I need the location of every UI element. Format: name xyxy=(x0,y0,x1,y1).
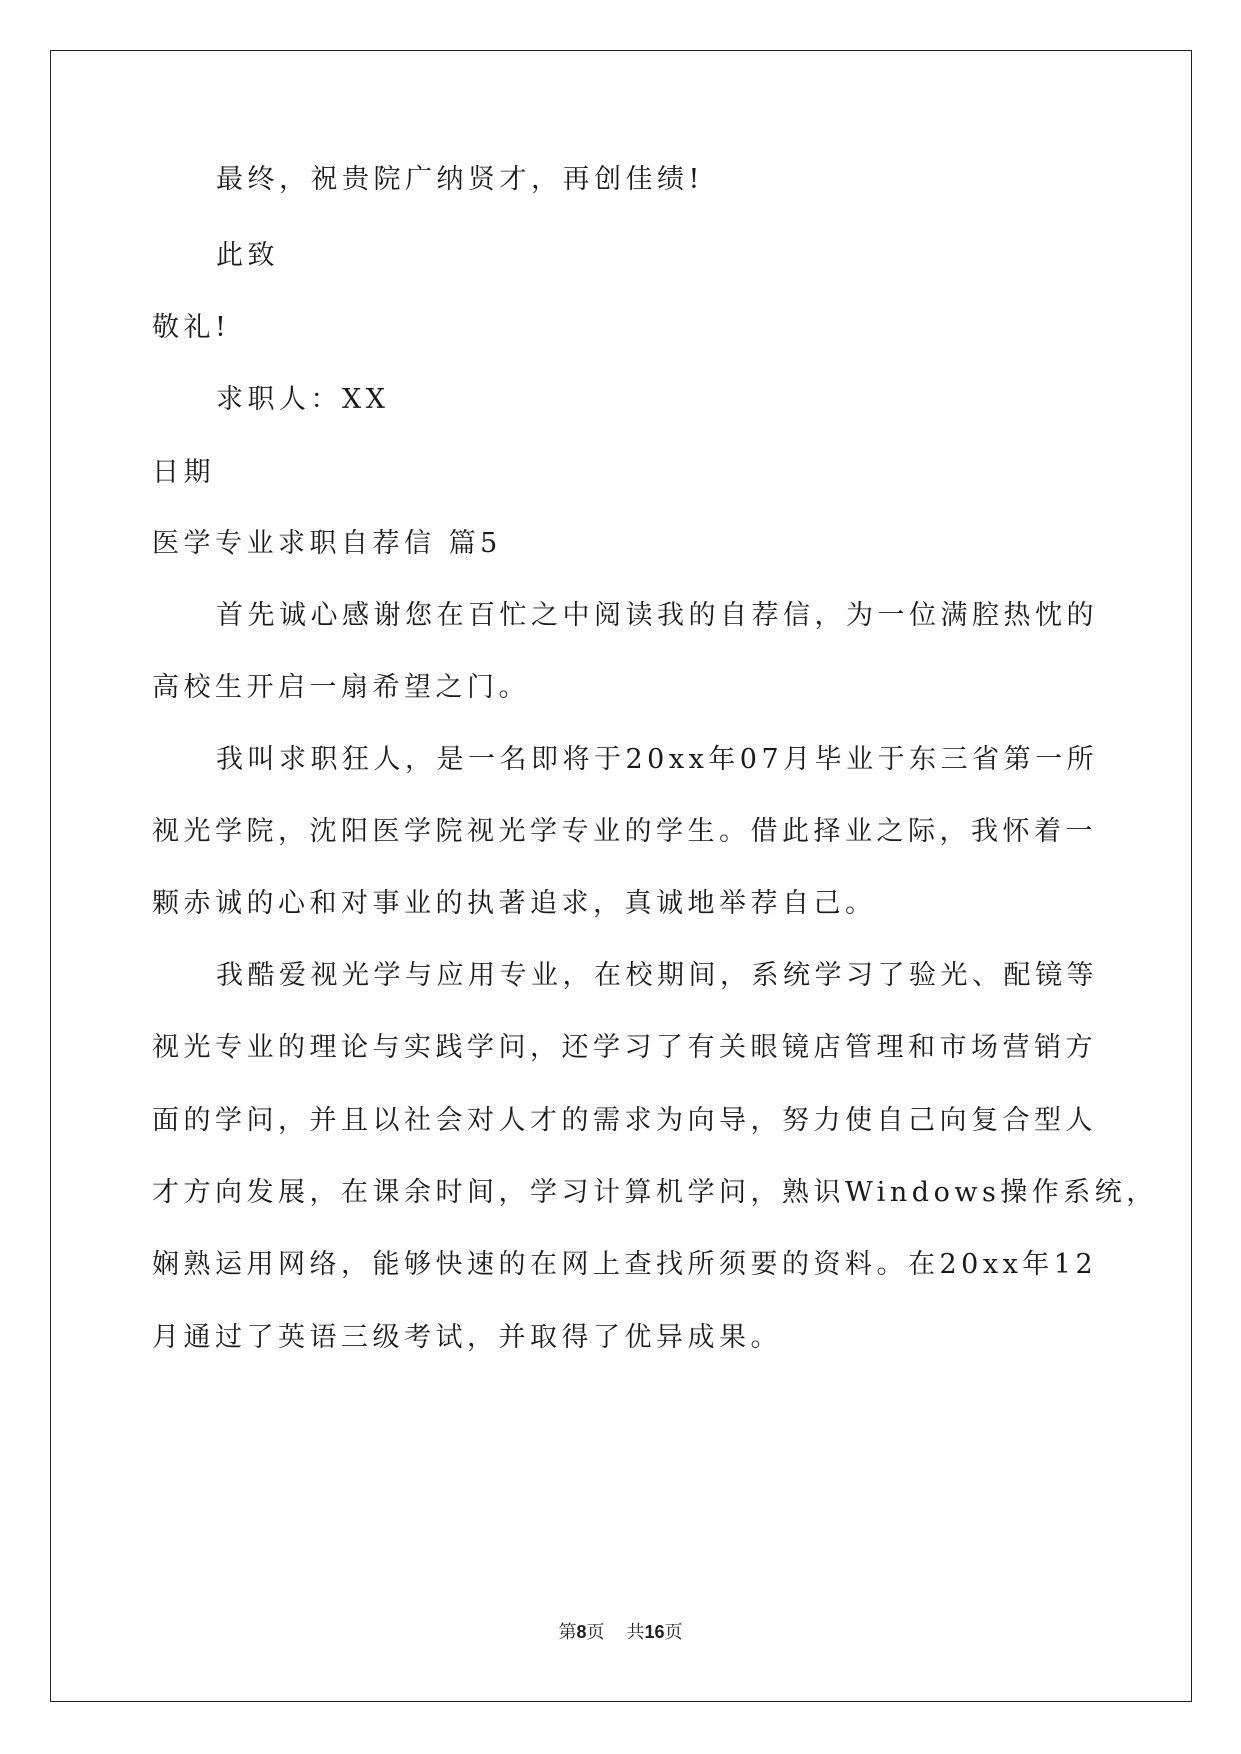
page-border xyxy=(50,50,1192,1702)
salutation-jingli: 敬礼! xyxy=(152,312,231,343)
paragraph-line: 我叫求职狂人，是一名即将于20xx年07月毕业于东三省第一所 xyxy=(216,744,1099,775)
paragraph-line: 才方向发展，在课余时间，学习计算机学问，熟识Windows操作系统， xyxy=(152,1177,1158,1208)
paragraph-line: 面的学问，并且以社会对人才的需求为向导，努力使自己向复合型人 xyxy=(152,1105,1097,1136)
paragraph-line: 娴熟运用网络，能够快速的在网上查找所须要的资料。在20xx年12 xyxy=(152,1249,1098,1280)
paragraph-line: 我酷爱视光学与应用专业，在校期间，系统学习了验光、配镜等 xyxy=(216,960,1098,991)
paragraph-line: 月通过了英语三级考试，并取得了优异成果。 xyxy=(152,1322,782,1353)
page-number: 8 xyxy=(576,1622,587,1642)
applicant-signature: 求职人：XX xyxy=(216,384,390,415)
closing-wish: 最终，祝贵院广纳贤才，再创佳绩! xyxy=(216,164,704,195)
paragraph-line: 视光学院，沈阳医学院视光学专业的学生。借此择业之际，我怀着一 xyxy=(152,816,1097,847)
total-suffix: 页 xyxy=(664,1622,683,1643)
paragraph-line: 颗赤诚的心和对事业的执著追求，真诚地举荐自己。 xyxy=(152,888,877,919)
page-suffix: 页 xyxy=(586,1622,605,1643)
paragraph-line: 视光专业的理论与实践学问，还学习了有关眼镜店管理和市场营销方 xyxy=(152,1032,1097,1063)
page-footer xyxy=(0,1620,1241,1645)
page-prefix: 第 xyxy=(558,1622,577,1643)
date-label: 日期 xyxy=(152,457,215,488)
paragraph-line: 高校生开启一扇希望之门。 xyxy=(152,672,530,703)
paragraph-line: 首先诚心感谢您在百忙之中阅读我的自荐信，为一位满腔热忱的 xyxy=(216,600,1098,631)
total-prefix: 共 xyxy=(626,1622,645,1643)
total-pages: 16 xyxy=(644,1622,665,1642)
section-heading: 医学专业求职自荐信 篇5 xyxy=(152,528,502,559)
salutation-cizhi: 此致 xyxy=(216,240,279,271)
